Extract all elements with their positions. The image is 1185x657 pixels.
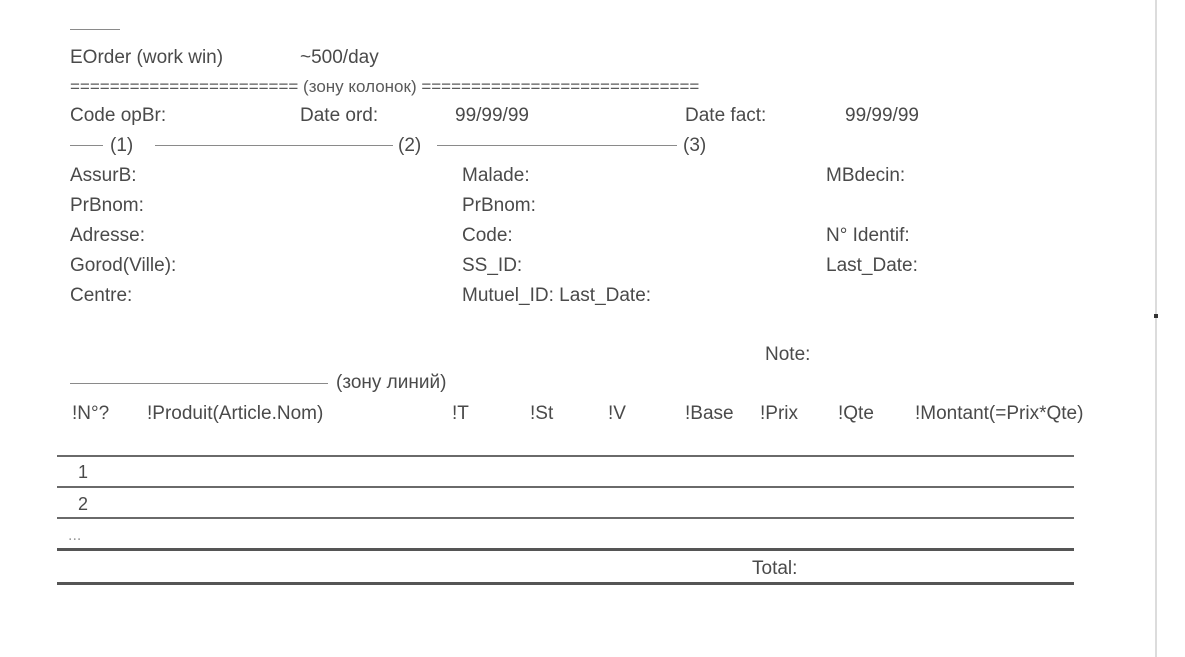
th-st: !St <box>530 403 554 424</box>
note-label: Note: <box>765 344 811 365</box>
table-row-ellipsis: ... <box>68 527 82 544</box>
malade-label: Malade: <box>462 165 530 186</box>
date-fact-value: 99/99/99 <box>845 105 919 126</box>
table-rule-1 <box>57 486 1074 488</box>
page-edge <box>1155 0 1157 657</box>
mbdecin-label: MBdecin: <box>826 165 906 186</box>
adresse-label: Adresse: <box>70 225 145 246</box>
table-rule-3 <box>57 548 1074 551</box>
top-short-line <box>70 29 120 30</box>
th-produit: !Produit(Article.Nom) <box>147 403 324 424</box>
section-marker-3: (3) <box>683 135 707 156</box>
date-fact-label: Date fact: <box>685 105 767 126</box>
code-opbr-label: Code opBr: <box>70 105 167 126</box>
date-ord-label: Date ord: <box>300 105 379 126</box>
table-rule-top <box>57 455 1074 457</box>
form-title: EOrder (work win) <box>70 47 224 68</box>
line-zone-label: (зону линий) <box>336 372 447 393</box>
column-zone-separator: ======================= (зону колонок) ============================ <box>70 77 700 96</box>
section-line-b <box>155 145 393 146</box>
section-marker-1: (1) <box>110 135 134 156</box>
table-rule-bottom <box>57 582 1074 585</box>
line-zone-rule <box>70 383 328 384</box>
total-label: Total: <box>752 558 798 579</box>
th-montant: !Montant(=Prix*Qte) <box>915 403 1084 424</box>
code-label: Code: <box>462 225 513 246</box>
section-marker-2: (2) <box>398 135 422 156</box>
col3-last-date-label: Last_Date: <box>826 255 918 276</box>
mutuel-id-label: Mutuel_ID: Last_Date: <box>462 285 652 306</box>
ss-id-label: SS_ID: <box>462 255 523 276</box>
section-line-c <box>437 145 677 146</box>
gorod-ville-label: Gorod(Ville): <box>70 255 177 276</box>
th-base: !Base <box>685 403 734 424</box>
centre-label: Centre: <box>70 285 133 306</box>
edge-mark <box>1154 314 1158 318</box>
table-rule-2 <box>57 517 1074 519</box>
n-identif-label: N° Identif: <box>826 225 910 246</box>
col1-prbnom-label: PrBnom: <box>70 195 144 216</box>
rate-label: ~500/day <box>300 47 379 68</box>
th-t: !T <box>452 403 469 424</box>
section-line-a <box>70 145 103 146</box>
date-ord-value: 99/99/99 <box>455 105 529 126</box>
col2-prbnom-label: PrBnom: <box>462 195 536 216</box>
th-number: !N°? <box>72 403 110 424</box>
th-qte: !Qte <box>838 403 874 424</box>
th-prix: !Prix <box>760 403 798 424</box>
th-v: !V <box>608 403 626 424</box>
assurb-label: AssurB: <box>70 165 137 186</box>
table-row-2: 2 <box>78 494 89 514</box>
table-row-1: 1 <box>78 462 89 482</box>
